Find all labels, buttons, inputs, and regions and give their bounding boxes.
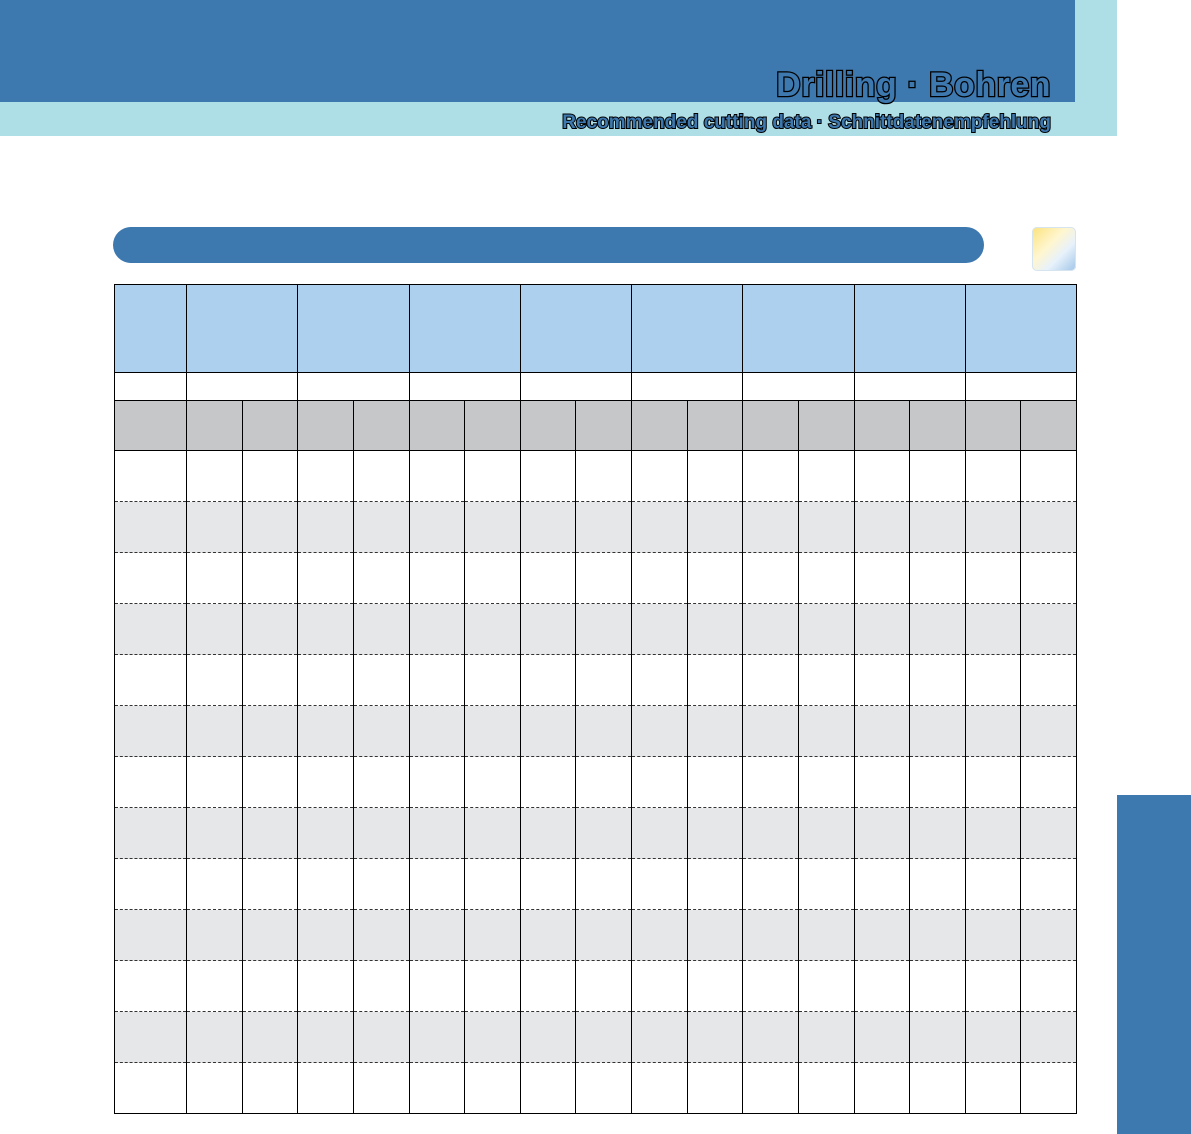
- table-cell: [854, 1063, 910, 1114]
- table-cell: [409, 285, 520, 373]
- table-cell: [965, 808, 1021, 859]
- table-cell: [353, 1012, 409, 1063]
- table-cell: [632, 910, 688, 961]
- table-cell: [520, 910, 576, 961]
- table-cell: [242, 859, 298, 910]
- table-cell: [743, 757, 799, 808]
- table-row: [115, 961, 1077, 1012]
- table-cell: [298, 451, 354, 502]
- table-cell: [576, 1012, 632, 1063]
- table-cell: [910, 401, 966, 451]
- table-cell: [854, 1012, 910, 1063]
- table-cell: [910, 808, 966, 859]
- table-column-header-row: [115, 401, 1077, 451]
- table-cell: [798, 553, 854, 604]
- table-row: [115, 757, 1077, 808]
- table-cell: [465, 502, 521, 553]
- table-cell: [115, 757, 187, 808]
- table-cell: [798, 502, 854, 553]
- table-cell: [465, 961, 521, 1012]
- table-cell: [743, 1063, 799, 1114]
- table-cell: [576, 502, 632, 553]
- table-cell: [1021, 502, 1077, 553]
- table-cell: [409, 910, 465, 961]
- table-cell: [1021, 808, 1077, 859]
- table-cell: [854, 451, 910, 502]
- table-cell: [242, 553, 298, 604]
- table-cell: [576, 757, 632, 808]
- table-cell: [115, 553, 187, 604]
- table-cell: [798, 655, 854, 706]
- table-cell: [1021, 655, 1077, 706]
- table-cell: [187, 859, 243, 910]
- table-cell: [187, 757, 243, 808]
- table-cell: [242, 910, 298, 961]
- table-cell: [687, 1012, 743, 1063]
- table-cell: [115, 604, 187, 655]
- table-cell: [1021, 706, 1077, 757]
- table-cell: [187, 451, 243, 502]
- table-cell: [910, 1012, 966, 1063]
- table-cell: [520, 451, 576, 502]
- table-cell: [187, 401, 243, 451]
- table-cell: [1021, 553, 1077, 604]
- table-cell: [687, 451, 743, 502]
- table-cell: [409, 401, 465, 451]
- table-cell: [743, 1012, 799, 1063]
- table-cell: [576, 859, 632, 910]
- table-row: [115, 910, 1077, 961]
- table-cell: [242, 808, 298, 859]
- table-cell: [520, 502, 576, 553]
- table-cell: [965, 451, 1021, 502]
- table-cell: [687, 808, 743, 859]
- table-cell: [115, 1012, 187, 1063]
- table-cell: [242, 961, 298, 1012]
- table-cell: [910, 961, 966, 1012]
- table-cell: [910, 706, 966, 757]
- table-cell: [798, 604, 854, 655]
- table-cell: [298, 808, 354, 859]
- table-cell: [298, 757, 354, 808]
- table-cell: [353, 910, 409, 961]
- table-row: [115, 655, 1077, 706]
- table-cell: [1021, 757, 1077, 808]
- table-cell: [965, 285, 1076, 373]
- table-cell: [576, 808, 632, 859]
- table-cell: [298, 655, 354, 706]
- table-cell: [687, 655, 743, 706]
- table-cell: [520, 757, 576, 808]
- table-cell: [242, 401, 298, 451]
- table-cell: [465, 757, 521, 808]
- gradient-square-icon: [1032, 227, 1076, 271]
- table-cell: [353, 655, 409, 706]
- table-cell: [242, 1012, 298, 1063]
- table-cell: [910, 655, 966, 706]
- table-cell: [115, 502, 187, 553]
- table-cell: [965, 655, 1021, 706]
- table-cell: [576, 910, 632, 961]
- table-cell: [187, 373, 298, 401]
- table-cell: [353, 553, 409, 604]
- table-cell: [743, 910, 799, 961]
- table-cell: [632, 1012, 688, 1063]
- table-cell: [854, 808, 910, 859]
- table-cell: [632, 502, 688, 553]
- table-cell: [576, 553, 632, 604]
- page-subtitle: Recommended cutting data · Schnittdatenempfehlung: [562, 112, 1051, 133]
- table-cell: [298, 1063, 354, 1114]
- table-cell: [1021, 604, 1077, 655]
- table-cell: [743, 553, 799, 604]
- table-cell: [353, 401, 409, 451]
- table-cell: [115, 373, 187, 401]
- table-cell: [242, 757, 298, 808]
- table-cell: [965, 757, 1021, 808]
- table-cell: [409, 373, 520, 401]
- table-cell: [298, 373, 409, 401]
- table-cell: [409, 451, 465, 502]
- table-cell: [242, 451, 298, 502]
- table-cell: [910, 604, 966, 655]
- table-cell: [409, 502, 465, 553]
- table-cell: [910, 502, 966, 553]
- table-cell: [687, 961, 743, 1012]
- table-cell: [910, 910, 966, 961]
- table-cell: [1021, 1012, 1077, 1063]
- table-cell: [687, 553, 743, 604]
- table-cell: [520, 401, 576, 451]
- table-cell: [632, 808, 688, 859]
- table-cell: [576, 706, 632, 757]
- table-cell: [187, 1012, 243, 1063]
- table-cell: [520, 373, 631, 401]
- table-cell: [187, 961, 243, 1012]
- table-cell: [353, 1063, 409, 1114]
- table-cell: [520, 553, 576, 604]
- table-cell: [115, 1063, 187, 1114]
- table-cell: [1021, 910, 1077, 961]
- header-side-tab: [1075, 0, 1117, 102]
- table-cell: [743, 859, 799, 910]
- table-cell: [632, 285, 743, 373]
- table-cell: [798, 451, 854, 502]
- table-cell: [409, 604, 465, 655]
- table-cell: [409, 1063, 465, 1114]
- table-cell: [242, 604, 298, 655]
- table-cell: [798, 961, 854, 1012]
- table-cell: [409, 706, 465, 757]
- table-cell: [910, 553, 966, 604]
- table-cell: [854, 401, 910, 451]
- table-cell: [465, 1012, 521, 1063]
- table-cell: [298, 502, 354, 553]
- table-cell: [115, 706, 187, 757]
- table-cell: [115, 401, 187, 451]
- table-cell: [353, 757, 409, 808]
- table-cell: [854, 859, 910, 910]
- table-cell: [115, 655, 187, 706]
- table-row: [115, 706, 1077, 757]
- table-cell: [242, 655, 298, 706]
- table-cell: [409, 553, 465, 604]
- table-cell: [632, 1063, 688, 1114]
- table-cell: [465, 910, 521, 961]
- table-cell: [632, 451, 688, 502]
- table-cell: [353, 502, 409, 553]
- table-cell: [632, 655, 688, 706]
- table-cell: [409, 808, 465, 859]
- table-cell: [187, 808, 243, 859]
- table-cell: [743, 451, 799, 502]
- table-cell: [576, 1063, 632, 1114]
- table-cell: [520, 285, 631, 373]
- table-cell: [409, 1012, 465, 1063]
- table-cell: [187, 604, 243, 655]
- table-cell: [520, 859, 576, 910]
- table-cell: [353, 604, 409, 655]
- table-cell: [465, 451, 521, 502]
- table-cell: [798, 401, 854, 451]
- table-cell: [910, 859, 966, 910]
- table-cell: [187, 1063, 243, 1114]
- table-row: [115, 553, 1077, 604]
- table-cell: [798, 910, 854, 961]
- table-cell: [854, 757, 910, 808]
- table-cell: [743, 961, 799, 1012]
- table-row: [115, 1063, 1077, 1114]
- table-cell: [854, 706, 910, 757]
- table-cell: [965, 706, 1021, 757]
- table-cell: [1021, 1063, 1077, 1114]
- table-cell: [409, 859, 465, 910]
- table-cell: [115, 859, 187, 910]
- table-row: [115, 1012, 1077, 1063]
- table-cell: [743, 373, 854, 401]
- table-cell: [743, 604, 799, 655]
- table-cell: [115, 808, 187, 859]
- table-cell: [353, 451, 409, 502]
- table-row: [115, 502, 1077, 553]
- table-cell: [632, 553, 688, 604]
- table-cell: [353, 859, 409, 910]
- table-cell: [632, 757, 688, 808]
- table-cell: [687, 401, 743, 451]
- table-cell: [1021, 451, 1077, 502]
- table-cell: [632, 604, 688, 655]
- table-cell: [965, 553, 1021, 604]
- table-cell: [520, 808, 576, 859]
- table-cell: [687, 604, 743, 655]
- table-cell: [465, 808, 521, 859]
- table-row: [115, 808, 1077, 859]
- table-cell: [187, 502, 243, 553]
- table-cell: [298, 1012, 354, 1063]
- table-cell: [798, 1012, 854, 1063]
- table-cell: [298, 706, 354, 757]
- section-bar: [113, 227, 984, 263]
- table-cell: [115, 285, 187, 373]
- table-cell: [1021, 401, 1077, 451]
- table-cell: [520, 961, 576, 1012]
- table-cell: [353, 808, 409, 859]
- page-title: Drilling · Bohren: [776, 66, 1051, 104]
- cutting-data-table: [114, 284, 1077, 1114]
- table-cell: [965, 401, 1021, 451]
- table-cell: [965, 604, 1021, 655]
- table-cell: [298, 604, 354, 655]
- table-cell: [187, 655, 243, 706]
- table-cell: [115, 451, 187, 502]
- table-cell: [854, 553, 910, 604]
- table-cell: [353, 961, 409, 1012]
- table-cell: [465, 706, 521, 757]
- table-cell: [854, 655, 910, 706]
- table-cell: [854, 285, 965, 373]
- table-cell: [242, 502, 298, 553]
- table-cell: [520, 706, 576, 757]
- table-cell: [298, 910, 354, 961]
- table-cell: [965, 859, 1021, 910]
- table-cell: [743, 706, 799, 757]
- table-cell: [465, 859, 521, 910]
- side-tab: [1117, 795, 1191, 1134]
- table-cell: [576, 401, 632, 451]
- table-cell: [465, 655, 521, 706]
- table-cell: [743, 808, 799, 859]
- table-cell: [798, 706, 854, 757]
- table-cell: [687, 502, 743, 553]
- table-cell: [465, 1063, 521, 1114]
- table-cell: [298, 553, 354, 604]
- table-cell: [298, 401, 354, 451]
- table-row: [115, 451, 1077, 502]
- table-cell: [743, 655, 799, 706]
- table-cell: [965, 1012, 1021, 1063]
- table-cell: [465, 553, 521, 604]
- table-cell: [242, 706, 298, 757]
- table-cell: [854, 502, 910, 553]
- table-cell: [632, 706, 688, 757]
- table-cell: [632, 373, 743, 401]
- table-cell: [687, 859, 743, 910]
- table-cell: [687, 910, 743, 961]
- table-cell: [687, 1063, 743, 1114]
- table-cell: [465, 604, 521, 655]
- table-cell: [687, 757, 743, 808]
- table-cell: [242, 1063, 298, 1114]
- table-subheader-row: [115, 373, 1077, 401]
- table-cell: [854, 961, 910, 1012]
- table-cell: [409, 961, 465, 1012]
- table-cell: [798, 808, 854, 859]
- table-cell: [520, 655, 576, 706]
- table-cell: [854, 910, 910, 961]
- table-cell: [576, 961, 632, 1012]
- table-cell: [1021, 859, 1077, 910]
- table-header-row: [115, 285, 1077, 373]
- table-cell: [353, 706, 409, 757]
- table-cell: [187, 285, 298, 373]
- table-cell: [520, 1063, 576, 1114]
- table-cell: [409, 757, 465, 808]
- table-row: [115, 604, 1077, 655]
- table-cell: [115, 910, 187, 961]
- table-cell: [187, 910, 243, 961]
- table-cell: [910, 451, 966, 502]
- table-cell: [965, 502, 1021, 553]
- table-cell: [520, 1012, 576, 1063]
- table-cell: [298, 285, 409, 373]
- table-cell: [1021, 961, 1077, 1012]
- table-cell: [965, 961, 1021, 1012]
- table-cell: [743, 401, 799, 451]
- table-cell: [632, 961, 688, 1012]
- table-cell: [854, 373, 965, 401]
- table-cell: [115, 961, 187, 1012]
- table-cell: [965, 373, 1076, 401]
- table-row: [115, 859, 1077, 910]
- table-cell: [576, 451, 632, 502]
- table-cell: [687, 706, 743, 757]
- table-cell: [798, 757, 854, 808]
- table-cell: [798, 1063, 854, 1114]
- table-cell: [520, 604, 576, 655]
- table-cell: [298, 961, 354, 1012]
- table-cell: [465, 401, 521, 451]
- table-cell: [965, 910, 1021, 961]
- table-cell: [298, 859, 354, 910]
- table-cell: [576, 655, 632, 706]
- table-cell: [409, 655, 465, 706]
- table-cell: [743, 285, 854, 373]
- table-cell: [187, 706, 243, 757]
- table-cell: [910, 757, 966, 808]
- table-cell: [187, 553, 243, 604]
- table-cell: [965, 1063, 1021, 1114]
- table-cell: [798, 859, 854, 910]
- table-cell: [854, 604, 910, 655]
- table-cell: [576, 604, 632, 655]
- table-cell: [632, 859, 688, 910]
- table-cell: [910, 1063, 966, 1114]
- table-cell: [743, 502, 799, 553]
- table-cell: [632, 401, 688, 451]
